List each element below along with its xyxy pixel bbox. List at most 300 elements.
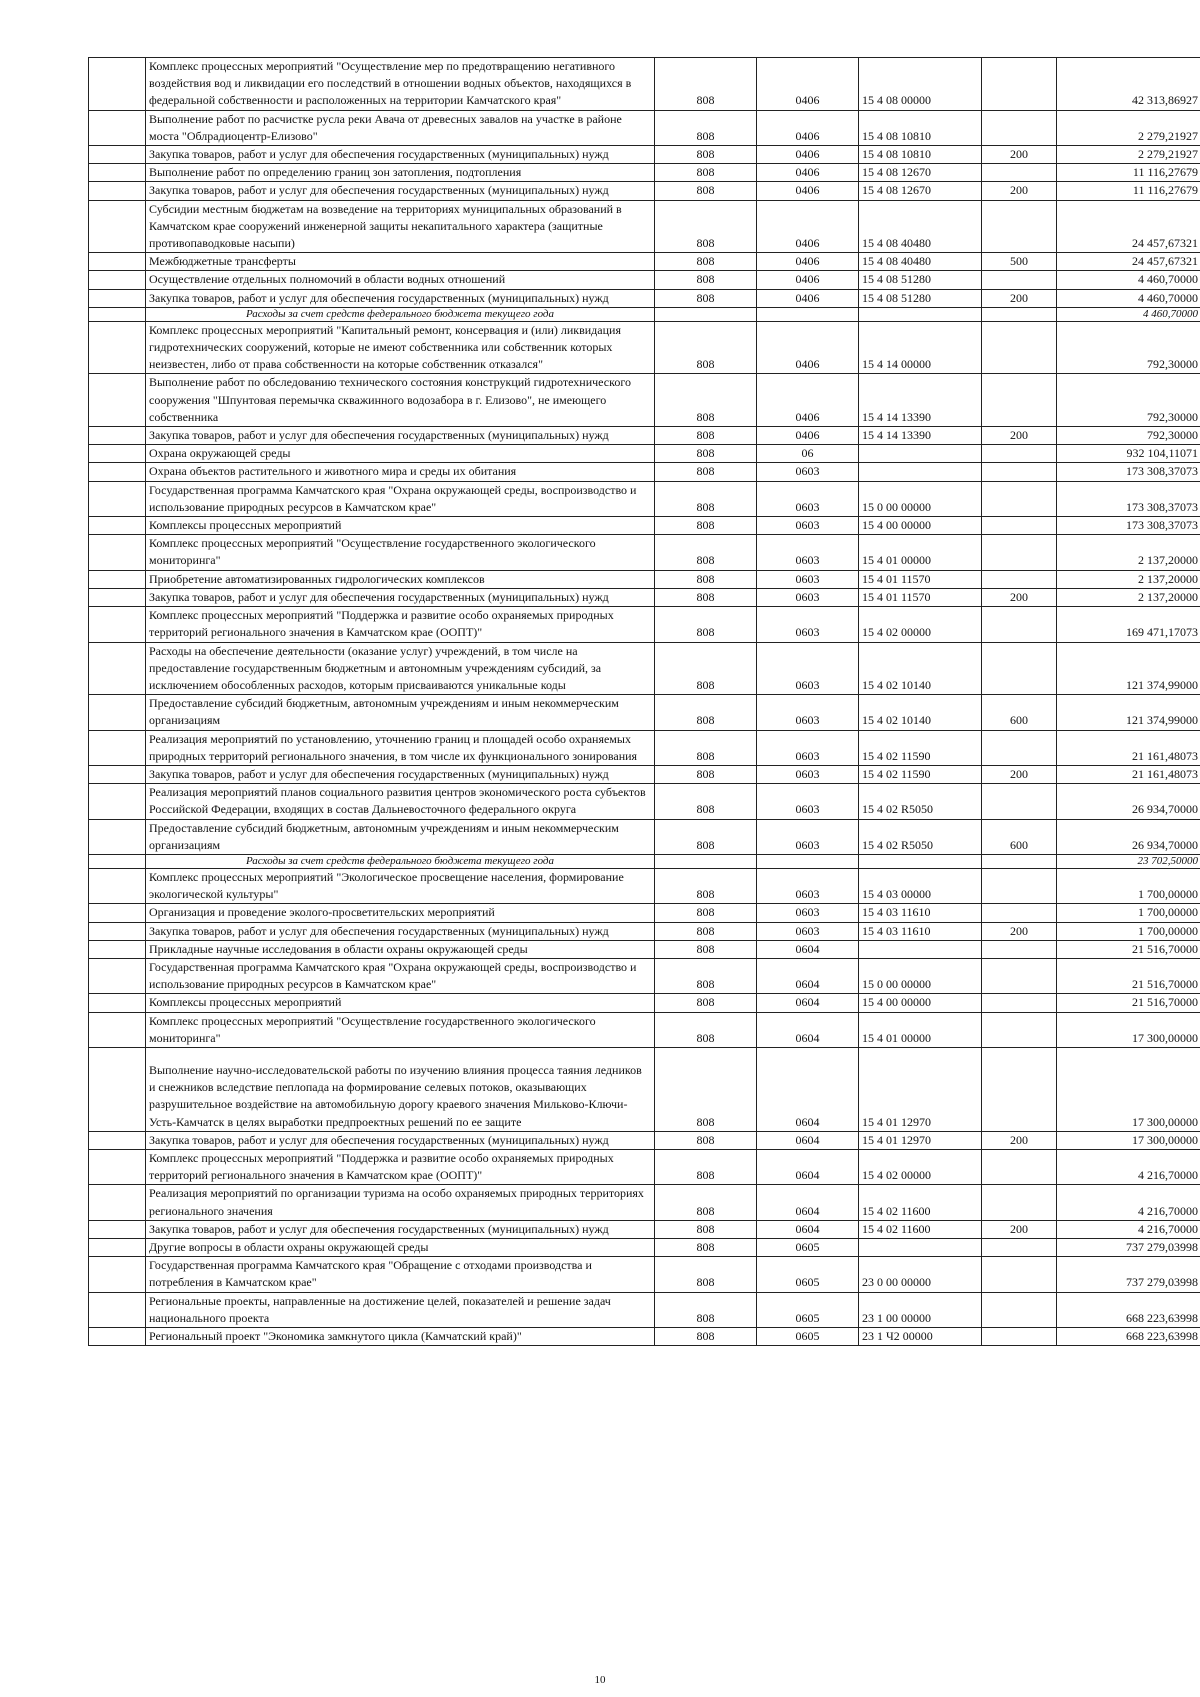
expense-name-cell: Государственная программа Камчатского края "Охрана окружающей среды, воспроизводство и использование природных ресурсов в Камчатском крае" bbox=[146, 481, 655, 516]
amount-cell: 169 471,17073 bbox=[1057, 607, 1200, 642]
section-code-cell: 0603 bbox=[757, 517, 859, 535]
empty-cell bbox=[89, 642, 146, 695]
amount-cell: 26 934,70000 bbox=[1057, 784, 1200, 819]
expense-name-cell: Реализация мероприятий по организации туризма на особо охраняемых природных территориях регионального значения bbox=[146, 1185, 655, 1220]
expense-type-cell bbox=[982, 904, 1057, 922]
table-row bbox=[89, 481, 1200, 516]
table-row bbox=[89, 146, 1200, 164]
table-row bbox=[89, 427, 1200, 445]
table-row bbox=[89, 463, 1200, 481]
note-row bbox=[89, 307, 1200, 321]
expense-type-cell bbox=[982, 642, 1057, 695]
expense-name-cell: Реализация мероприятий планов социального развития центров экономического роста субъектов Российской Федерации, входящих в состав Дальневосточного федерального округа bbox=[146, 784, 655, 819]
empty-cell bbox=[89, 1328, 146, 1346]
table-row bbox=[89, 289, 1200, 307]
expense-name-cell: Прикладные научные исследования в области охраны окружающей среды bbox=[146, 940, 655, 958]
empty-cell bbox=[89, 463, 146, 481]
target-article-cell: 23 0 00 00000 bbox=[859, 1257, 982, 1292]
amount-cell: 11 116,27679 bbox=[1057, 164, 1200, 182]
table-row bbox=[89, 1239, 1200, 1257]
expense-type-cell bbox=[982, 570, 1057, 588]
amount-cell: 792,30000 bbox=[1057, 427, 1200, 445]
section-code-cell: 0603 bbox=[757, 784, 859, 819]
expense-type-cell bbox=[982, 607, 1057, 642]
amount-cell: 2 137,20000 bbox=[1057, 535, 1200, 570]
amount-cell: 173 308,37073 bbox=[1057, 517, 1200, 535]
expense-name-cell: Закупка товаров, работ и услуг для обеспечения государственных (муниципальных) нужд bbox=[146, 588, 655, 606]
target-article-cell: 15 4 01 00000 bbox=[859, 535, 982, 570]
section-code-cell: 0604 bbox=[757, 940, 859, 958]
department-code-cell: 808 bbox=[655, 481, 757, 516]
target-article-cell: 15 4 08 10810 bbox=[859, 110, 982, 145]
department-code-cell: 808 bbox=[655, 374, 757, 427]
target-article-cell: 15 4 03 11610 bbox=[859, 904, 982, 922]
expense-name-cell: Комплекс процессных мероприятий "Поддержка и развитие особо охраняемых природных территорий регионального значения в Камчатском крае (ООПТ)" bbox=[146, 607, 655, 642]
expense-type-cell: 200 bbox=[982, 427, 1057, 445]
target-article-cell: 15 4 08 51280 bbox=[859, 271, 982, 289]
amount-cell: 668 223,63998 bbox=[1057, 1292, 1200, 1327]
section-code-cell: 0603 bbox=[757, 922, 859, 940]
target-article-cell: 15 4 02 11590 bbox=[859, 730, 982, 765]
department-code-cell: 808 bbox=[655, 1257, 757, 1292]
expense-type-cell bbox=[982, 445, 1057, 463]
expense-type-cell bbox=[982, 517, 1057, 535]
amount-cell: 173 308,37073 bbox=[1057, 481, 1200, 516]
table-row bbox=[89, 730, 1200, 765]
department-code-cell: 808 bbox=[655, 517, 757, 535]
empty-cell bbox=[89, 854, 146, 868]
expense-type-cell bbox=[982, 1292, 1057, 1327]
amount-cell: 17 300,00000 bbox=[1057, 1012, 1200, 1047]
section-code-cell: 0604 bbox=[757, 1047, 859, 1131]
amount-cell: 737 279,03998 bbox=[1057, 1257, 1200, 1292]
expense-type-cell bbox=[982, 994, 1057, 1012]
amount-cell: 21 516,70000 bbox=[1057, 994, 1200, 1012]
expense-name-cell: Закупка товаров, работ и услуг для обеспечения государственных (муниципальных) нужд bbox=[146, 1131, 655, 1149]
table-row bbox=[89, 58, 1200, 111]
section-code-cell: 0406 bbox=[757, 271, 859, 289]
department-code-cell: 808 bbox=[655, 271, 757, 289]
table-row bbox=[89, 164, 1200, 182]
expense-name-cell: Закупка товаров, работ и услуг для обеспечения государственных (муниципальных) нужд bbox=[146, 146, 655, 164]
target-article-cell: 15 4 08 40480 bbox=[859, 200, 982, 253]
target-article-cell: 15 4 08 10810 bbox=[859, 146, 982, 164]
section-code-cell: 0603 bbox=[757, 904, 859, 922]
target-article-cell: 15 4 02 R5050 bbox=[859, 784, 982, 819]
expense-type-cell bbox=[982, 307, 1057, 321]
section-code-cell: 0605 bbox=[757, 1257, 859, 1292]
section-code-cell: 0603 bbox=[757, 819, 859, 854]
expense-name-cell: Закупка товаров, работ и услуг для обеспечения государственных (муниципальных) нужд bbox=[146, 765, 655, 783]
empty-cell bbox=[89, 1239, 146, 1257]
empty-cell bbox=[89, 1047, 146, 1131]
target-article-cell: 15 4 08 12670 bbox=[859, 164, 982, 182]
section-code-cell: 0605 bbox=[757, 1328, 859, 1346]
department-code-cell: 808 bbox=[655, 164, 757, 182]
department-code-cell: 808 bbox=[655, 1131, 757, 1149]
empty-cell bbox=[89, 958, 146, 993]
empty-cell bbox=[89, 730, 146, 765]
amount-cell: 1 700,00000 bbox=[1057, 868, 1200, 903]
expense-name-cell: Комплексы процессных мероприятий bbox=[146, 994, 655, 1012]
table-row bbox=[89, 253, 1200, 271]
amount-cell: 17 300,00000 bbox=[1057, 1047, 1200, 1131]
expense-type-cell: 200 bbox=[982, 146, 1057, 164]
table-row bbox=[89, 1292, 1200, 1327]
department-code-cell: 808 bbox=[655, 994, 757, 1012]
target-article-cell: 15 4 01 11570 bbox=[859, 570, 982, 588]
expense-type-cell bbox=[982, 1239, 1057, 1257]
target-article-cell: 23 1 00 00000 bbox=[859, 1292, 982, 1327]
expense-name-cell: Организация и проведение эколого-просветительских мероприятий bbox=[146, 904, 655, 922]
empty-cell bbox=[89, 289, 146, 307]
table-row bbox=[89, 765, 1200, 783]
amount-cell: 932 104,11071 bbox=[1057, 445, 1200, 463]
amount-cell: 4 460,70000 bbox=[1057, 307, 1200, 321]
expense-type-cell bbox=[982, 164, 1057, 182]
expense-type-cell bbox=[982, 1012, 1057, 1047]
department-code-cell bbox=[655, 854, 757, 868]
empty-cell bbox=[89, 271, 146, 289]
empty-cell bbox=[89, 535, 146, 570]
page-number: 10 bbox=[594, 1674, 606, 1686]
amount-cell: 24 457,67321 bbox=[1057, 253, 1200, 271]
target-article-cell: 15 4 02 00000 bbox=[859, 607, 982, 642]
empty-cell bbox=[89, 607, 146, 642]
empty-cell bbox=[89, 517, 146, 535]
expense-name-cell: Субсидии местным бюджетам на возведение на территориях муниципальных образований в Камчатском крае сооружений инженерной защиты некапитального характера (защитные противопаводковые насыпи) bbox=[146, 200, 655, 253]
section-code-cell: 0603 bbox=[757, 588, 859, 606]
target-article-cell bbox=[859, 854, 982, 868]
table-row bbox=[89, 904, 1200, 922]
empty-cell bbox=[89, 445, 146, 463]
expense-type-cell bbox=[982, 958, 1057, 993]
expense-type-cell bbox=[982, 1257, 1057, 1292]
section-code-cell: 0604 bbox=[757, 1185, 859, 1220]
expense-name-cell: Межбюджетные трансферты bbox=[146, 253, 655, 271]
budget-table bbox=[88, 57, 1200, 1346]
department-code-cell: 808 bbox=[655, 321, 757, 374]
section-code-cell: 0603 bbox=[757, 535, 859, 570]
section-code-cell bbox=[757, 307, 859, 321]
expense-name-cell: Расходы за счет средств федерального бюджета текущего года bbox=[146, 307, 655, 321]
expense-type-cell bbox=[982, 854, 1057, 868]
expense-name-cell: Выполнение работ по обследованию технического состояния конструкций гидротехнического сооружения "Шпунтовая перемычка скважинного водозабора в г. Елизово", не имеющего собственника bbox=[146, 374, 655, 427]
table-row bbox=[89, 445, 1200, 463]
expense-type-cell bbox=[982, 730, 1057, 765]
department-code-cell: 808 bbox=[655, 1047, 757, 1131]
target-article-cell: 15 4 02 11590 bbox=[859, 765, 982, 783]
expense-type-cell: 200 bbox=[982, 588, 1057, 606]
department-code-cell: 808 bbox=[655, 1220, 757, 1238]
section-code-cell: 0603 bbox=[757, 481, 859, 516]
budget-table-body bbox=[89, 58, 1200, 1346]
target-article-cell: 15 4 00 00000 bbox=[859, 517, 982, 535]
empty-cell bbox=[89, 321, 146, 374]
amount-cell: 21 161,48073 bbox=[1057, 730, 1200, 765]
department-code-cell: 808 bbox=[655, 1149, 757, 1184]
table-row bbox=[89, 110, 1200, 145]
department-code-cell: 808 bbox=[655, 904, 757, 922]
expense-type-cell: 200 bbox=[982, 922, 1057, 940]
department-code-cell: 808 bbox=[655, 607, 757, 642]
table-row bbox=[89, 1257, 1200, 1292]
table-row bbox=[89, 868, 1200, 903]
expense-type-cell: 200 bbox=[982, 1131, 1057, 1149]
department-code-cell: 808 bbox=[655, 1239, 757, 1257]
department-code-cell: 808 bbox=[655, 253, 757, 271]
empty-cell bbox=[89, 1149, 146, 1184]
empty-cell bbox=[89, 994, 146, 1012]
empty-cell bbox=[89, 1012, 146, 1047]
empty-cell bbox=[89, 922, 146, 940]
table-row bbox=[89, 374, 1200, 427]
table-row bbox=[89, 1328, 1200, 1346]
expense-type-cell bbox=[982, 1328, 1057, 1346]
empty-cell bbox=[89, 570, 146, 588]
target-article-cell: 15 4 08 00000 bbox=[859, 58, 982, 111]
target-article-cell bbox=[859, 1239, 982, 1257]
target-article-cell bbox=[859, 463, 982, 481]
section-code-cell: 0603 bbox=[757, 607, 859, 642]
department-code-cell: 808 bbox=[655, 1012, 757, 1047]
expense-type-cell: 600 bbox=[982, 695, 1057, 730]
amount-cell: 2 137,20000 bbox=[1057, 588, 1200, 606]
section-code-cell: 0603 bbox=[757, 868, 859, 903]
target-article-cell: 15 4 02 10140 bbox=[859, 642, 982, 695]
amount-cell: 4 216,70000 bbox=[1057, 1220, 1200, 1238]
table-row bbox=[89, 940, 1200, 958]
department-code-cell: 808 bbox=[655, 922, 757, 940]
expense-name-cell: Комплекс процессных мероприятий "Поддержка и развитие особо охраняемых природных территорий регионального значения в Камчатском крае (ООПТ)" bbox=[146, 1149, 655, 1184]
department-code-cell: 808 bbox=[655, 535, 757, 570]
target-article-cell: 15 0 00 00000 bbox=[859, 958, 982, 993]
amount-cell: 2 279,21927 bbox=[1057, 146, 1200, 164]
empty-cell bbox=[89, 146, 146, 164]
table-row bbox=[89, 695, 1200, 730]
target-article-cell bbox=[859, 445, 982, 463]
section-code-cell: 0406 bbox=[757, 164, 859, 182]
expense-name-cell: Комплекс процессных мероприятий "Осуществление государственного экологического мониторинга" bbox=[146, 535, 655, 570]
expense-name-cell: Закупка товаров, работ и услуг для обеспечения государственных (муниципальных) нужд bbox=[146, 182, 655, 200]
target-article-cell bbox=[859, 307, 982, 321]
department-code-cell: 808 bbox=[655, 146, 757, 164]
expense-type-cell: 500 bbox=[982, 253, 1057, 271]
expense-name-cell: Выполнение научно-исследовательской работы по изучению влияния процесса таяния ледников и снежников вследствие пеплопада на формирование селевых потоков, оказывающих разрушительное воздействие на автомобильную дорогу краевого значения Мильково-Ключи-Усть-Камчатск в целях выработки предпроектных решений по ее защите bbox=[146, 1047, 655, 1131]
department-code-cell: 808 bbox=[655, 463, 757, 481]
target-article-cell: 15 4 01 12970 bbox=[859, 1047, 982, 1131]
table-row bbox=[89, 1131, 1200, 1149]
empty-cell bbox=[89, 253, 146, 271]
expense-type-cell bbox=[982, 1185, 1057, 1220]
expense-name-cell: Комплекс процессных мероприятий "Осуществление мер по предотвращению негативного воздействия вод и ликвидации его последствий в отношении водных объектов, находящихся в федеральной собственности и расположенных на территории Камчатского края" bbox=[146, 58, 655, 111]
empty-cell bbox=[89, 182, 146, 200]
department-code-cell: 808 bbox=[655, 110, 757, 145]
section-code-cell: 0604 bbox=[757, 958, 859, 993]
empty-cell bbox=[89, 1257, 146, 1292]
section-code-cell: 0605 bbox=[757, 1292, 859, 1327]
amount-cell: 17 300,00000 bbox=[1057, 1131, 1200, 1149]
expense-name-cell: Охрана окружающей среды bbox=[146, 445, 655, 463]
amount-cell: 24 457,67321 bbox=[1057, 200, 1200, 253]
table-row bbox=[89, 588, 1200, 606]
empty-cell bbox=[89, 307, 146, 321]
expense-type-cell: 200 bbox=[982, 182, 1057, 200]
amount-cell: 2 279,21927 bbox=[1057, 110, 1200, 145]
department-code-cell: 808 bbox=[655, 819, 757, 854]
section-code-cell: 0603 bbox=[757, 765, 859, 783]
expense-name-cell: Комплекс процессных мероприятий "Осуществление государственного экологического мониторинга" bbox=[146, 1012, 655, 1047]
department-code-cell: 808 bbox=[655, 570, 757, 588]
expense-type-cell: 200 bbox=[982, 765, 1057, 783]
department-code-cell: 808 bbox=[655, 200, 757, 253]
amount-cell: 4 460,70000 bbox=[1057, 271, 1200, 289]
expense-type-cell bbox=[982, 58, 1057, 111]
expense-name-cell: Региональный проект "Экономика замкнутого цикла (Камчатский край)" bbox=[146, 1328, 655, 1346]
expense-name-cell: Закупка товаров, работ и услуг для обеспечения государственных (муниципальных) нужд bbox=[146, 922, 655, 940]
section-code-cell: 0406 bbox=[757, 253, 859, 271]
expense-name-cell: Другие вопросы в области охраны окружающей среды bbox=[146, 1239, 655, 1257]
expense-name-cell: Закупка товаров, работ и услуг для обеспечения государственных (муниципальных) нужд bbox=[146, 289, 655, 307]
target-article-cell: 15 4 00 00000 bbox=[859, 994, 982, 1012]
department-code-cell: 808 bbox=[655, 765, 757, 783]
department-code-cell: 808 bbox=[655, 730, 757, 765]
expense-name-cell: Закупка товаров, работ и услуг для обеспечения государственных (муниципальных) нужд bbox=[146, 1220, 655, 1238]
empty-cell bbox=[89, 58, 146, 111]
table-row bbox=[89, 1185, 1200, 1220]
expense-name-cell: Комплекс процессных мероприятий "Капитальный ремонт, консервация и (или) ликвидация гидротехнических сооружений, которые не имеют собственника или собственник которых неизвестен, либо от права собственности на которые собственник отказался" bbox=[146, 321, 655, 374]
section-code-cell: 0603 bbox=[757, 570, 859, 588]
table-row bbox=[89, 271, 1200, 289]
target-article-cell: 15 0 00 00000 bbox=[859, 481, 982, 516]
section-code-cell: 06 bbox=[757, 445, 859, 463]
table-row bbox=[89, 784, 1200, 819]
empty-cell bbox=[89, 1131, 146, 1149]
amount-cell: 4 460,70000 bbox=[1057, 289, 1200, 307]
amount-cell: 173 308,37073 bbox=[1057, 463, 1200, 481]
target-article-cell: 15 4 08 40480 bbox=[859, 253, 982, 271]
target-article-cell: 15 4 08 51280 bbox=[859, 289, 982, 307]
table-row bbox=[89, 517, 1200, 535]
target-article-cell: 15 4 01 12970 bbox=[859, 1131, 982, 1149]
section-code-cell: 0605 bbox=[757, 1239, 859, 1257]
department-code-cell: 808 bbox=[655, 642, 757, 695]
expense-type-cell bbox=[982, 200, 1057, 253]
department-code-cell: 808 bbox=[655, 940, 757, 958]
section-code-cell: 0603 bbox=[757, 463, 859, 481]
note-row bbox=[89, 854, 1200, 868]
expense-type-cell bbox=[982, 463, 1057, 481]
department-code-cell bbox=[655, 307, 757, 321]
empty-cell bbox=[89, 481, 146, 516]
department-code-cell: 808 bbox=[655, 784, 757, 819]
section-code-cell: 0604 bbox=[757, 1131, 859, 1149]
target-article-cell: 15 4 02 11600 bbox=[859, 1185, 982, 1220]
target-article-cell: 15 4 03 11610 bbox=[859, 922, 982, 940]
section-code-cell: 0406 bbox=[757, 321, 859, 374]
expense-name-cell: Государственная программа Камчатского края "Обращение с отходами производства и потребления в Камчатском крае" bbox=[146, 1257, 655, 1292]
target-article-cell bbox=[859, 940, 982, 958]
table-row bbox=[89, 182, 1200, 200]
table-row bbox=[89, 321, 1200, 374]
empty-cell bbox=[89, 1220, 146, 1238]
department-code-cell: 808 bbox=[655, 1292, 757, 1327]
table-row bbox=[89, 535, 1200, 570]
table-row bbox=[89, 819, 1200, 854]
expense-type-cell: 200 bbox=[982, 1220, 1057, 1238]
table-row bbox=[89, 1149, 1200, 1184]
amount-cell: 737 279,03998 bbox=[1057, 1239, 1200, 1257]
target-article-cell: 15 4 02 00000 bbox=[859, 1149, 982, 1184]
expense-type-cell bbox=[982, 481, 1057, 516]
target-article-cell: 15 4 01 11570 bbox=[859, 588, 982, 606]
department-code-cell: 808 bbox=[655, 868, 757, 903]
amount-cell: 23 702,50000 bbox=[1057, 854, 1200, 868]
expense-name-cell: Региональные проекты, направленные на достижение целей, показателей и решение задач национального проекта bbox=[146, 1292, 655, 1327]
table-row bbox=[89, 607, 1200, 642]
department-code-cell: 808 bbox=[655, 182, 757, 200]
department-code-cell: 808 bbox=[655, 289, 757, 307]
empty-cell bbox=[89, 110, 146, 145]
amount-cell: 1 700,00000 bbox=[1057, 922, 1200, 940]
section-code-cell: 0603 bbox=[757, 695, 859, 730]
empty-cell bbox=[89, 765, 146, 783]
expense-name-cell: Закупка товаров, работ и услуг для обеспечения государственных (муниципальных) нужд bbox=[146, 427, 655, 445]
target-article-cell: 15 4 14 13390 bbox=[859, 374, 982, 427]
empty-cell bbox=[89, 374, 146, 427]
expense-name-cell: Осуществление отдельных полномочий в области водных отношений bbox=[146, 271, 655, 289]
expense-type-cell bbox=[982, 110, 1057, 145]
department-code-cell: 808 bbox=[655, 695, 757, 730]
empty-cell bbox=[89, 427, 146, 445]
section-code-cell: 0406 bbox=[757, 200, 859, 253]
target-article-cell: 15 4 02 R5050 bbox=[859, 819, 982, 854]
expense-type-cell bbox=[982, 271, 1057, 289]
amount-cell: 2 137,20000 bbox=[1057, 570, 1200, 588]
expense-type-cell bbox=[982, 1149, 1057, 1184]
target-article-cell: 15 4 01 00000 bbox=[859, 1012, 982, 1047]
section-code-cell: 0406 bbox=[757, 146, 859, 164]
section-code-cell: 0603 bbox=[757, 730, 859, 765]
expense-type-cell: 600 bbox=[982, 819, 1057, 854]
target-article-cell: 15 4 02 11600 bbox=[859, 1220, 982, 1238]
amount-cell: 792,30000 bbox=[1057, 321, 1200, 374]
target-article-cell: 23 1 Ч2 00000 bbox=[859, 1328, 982, 1346]
section-code-cell: 0406 bbox=[757, 110, 859, 145]
target-article-cell: 15 4 14 00000 bbox=[859, 321, 982, 374]
section-code-cell: 0603 bbox=[757, 642, 859, 695]
expense-name-cell: Комплекс процессных мероприятий "Экологическое просвещение населения, формирование экологической культуры" bbox=[146, 868, 655, 903]
table-row bbox=[89, 200, 1200, 253]
table-row bbox=[89, 642, 1200, 695]
department-code-cell: 808 bbox=[655, 445, 757, 463]
amount-cell: 1 700,00000 bbox=[1057, 904, 1200, 922]
section-code-cell: 0406 bbox=[757, 427, 859, 445]
amount-cell: 668 223,63998 bbox=[1057, 1328, 1200, 1346]
amount-cell: 121 374,99000 bbox=[1057, 695, 1200, 730]
section-code-cell: 0406 bbox=[757, 58, 859, 111]
amount-cell: 26 934,70000 bbox=[1057, 819, 1200, 854]
empty-cell bbox=[89, 904, 146, 922]
amount-cell: 4 216,70000 bbox=[1057, 1149, 1200, 1184]
expense-type-cell bbox=[982, 940, 1057, 958]
section-code-cell: 0604 bbox=[757, 994, 859, 1012]
section-code-cell: 0406 bbox=[757, 289, 859, 307]
expense-type-cell bbox=[982, 374, 1057, 427]
expense-name-cell: Охрана объектов растительного и животного мира и среды их обитания bbox=[146, 463, 655, 481]
section-code-cell: 0604 bbox=[757, 1220, 859, 1238]
table-row bbox=[89, 1220, 1200, 1238]
